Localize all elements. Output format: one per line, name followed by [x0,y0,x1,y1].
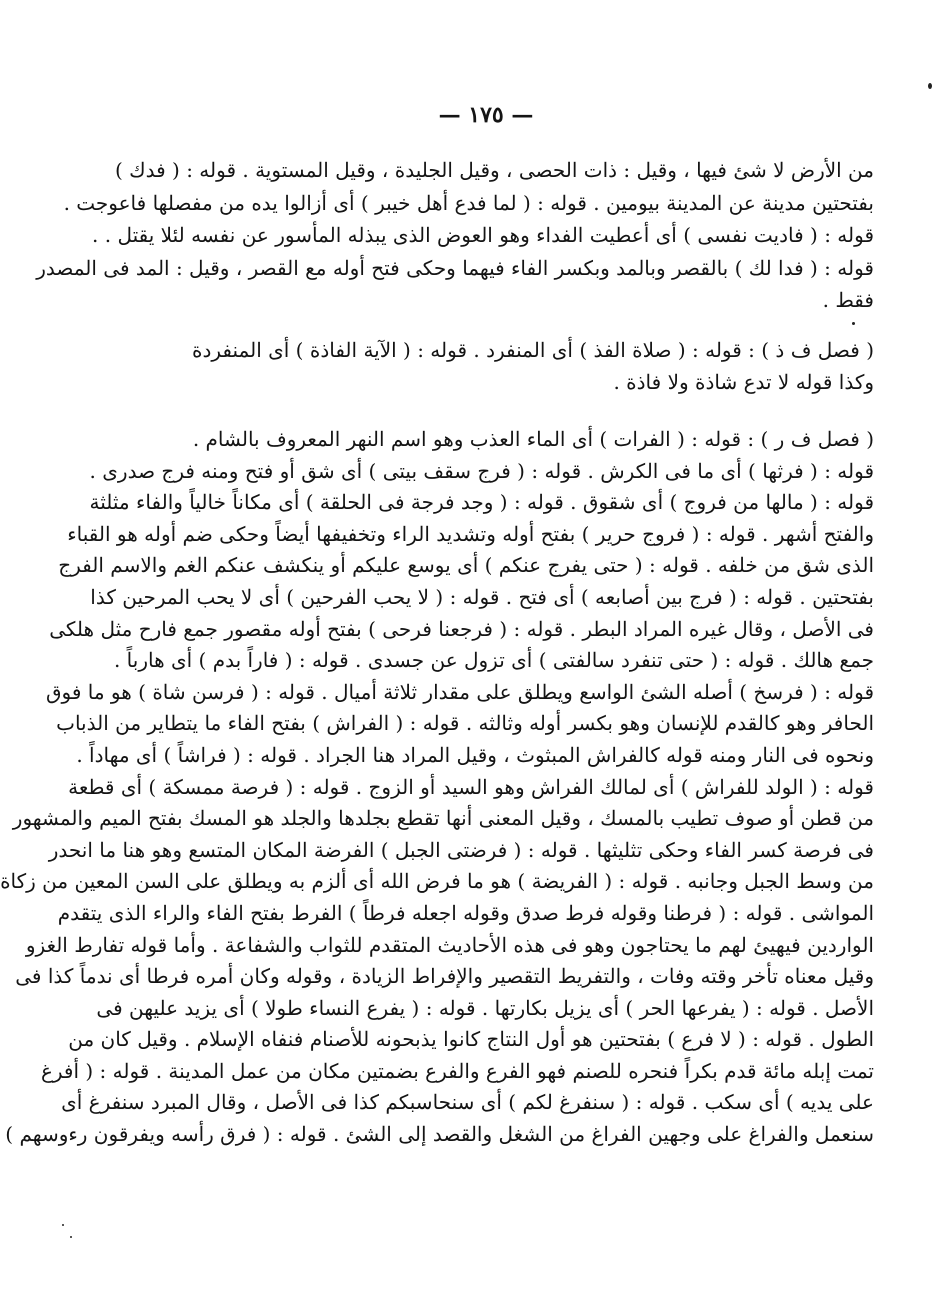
text-line: جمع هالك . قوله : ( حتى تنفرد سالفتى ) أى تزول عن جسدى . قوله : ( فاراً بدم ) أى هارباً . [113,648,874,673]
text-line: الأصل . قوله : ( يفرعها الحر ) أى يزيل بكارتها . قوله : ( يفرع النساء طولا ) أى يزيد عليهن فى [96,995,874,1020]
text-line: قوله : ( فرثها ) أى ما فى الكرش . قوله : ( فرج سقف بيتى ) أى شق أو فتح ومنه فرج صدرى . [89,458,874,483]
text-line: بفتحتين مدينة عن المدينة بيومين . قوله : ( لما فدع أهل خيبر ) أى أزالوا يده من مفصلها فاعوجت . [63,190,874,215]
text-line: ونحوه فى النار ومنه قوله كالفراش المبثوث ، وقيل المراد هنا الجراد . قوله : ( فراشاً ) أى مهاداً . [76,742,874,767]
text-line: بفتحتين . قوله : ( فرج بين أصابعه ) أى فتح . قوله : ( لا يحب الفرحين ) أى لا يحب المرحين كذا [90,584,874,609]
section-fa-dhal [146,334,874,398]
text-line: من قطن أو صوف تطيب بالمسك ، وقيل المعنى أنها تقطع بجلدها والجلد هو المسك بفتح الميم والمشهور [12,806,874,831]
text-line: من الأرض لا شئ فيها ، وقيل : ذات الحصى ، وقيل الجليدة ، وقيل المستوية . قوله : ( فدك ) [114,158,874,182]
section-heading-line: ( فصل ف ذ ) : قوله : ( صلاة الفذ ) أى المنفرد . قوله : ( الآية الفاذة ) أى المنفردة [191,338,874,362]
text-line: قوله : ( الولد للفراش ) أى لمالك الفراش وهو السيد أو الزوج . قوله : ( فرصة ممسكة ) أى قطعة [68,774,874,799]
text-line: قوله : ( فدا لك ) بالقصر وبالمد وبكسر الفاء فيهما وحكى فتح أوله مع القصر ، وقيل : المد فى المصدر [36,255,874,280]
text-line: فقط . [822,288,874,312]
text-line: قوله : ( مالها من فروج ) أى شقوق . قوله : ( وجد فرجة فى الحلقة ) أى مكاناً خالياً والفاء مثلثة [89,490,874,515]
text-line: تمت إبله مائة قدم بكراً فنحره للصنم فهو الفرع والفرع بضمتين مكان من عمل المدينة . قوله : ( أفرغ [40,1058,874,1083]
text-line: فى الأصل ، وقال غيره المراد البطر . قوله : ( فرجعنا فرحى ) بفتح أوله مقصور جمع فارح مثل هلكى [49,616,874,641]
text-line: وقيل معناه تأخر وقته وفات ، والتفريط التقصير والإفراط الزيادة ، وقوله وكان أمره فرطا أى ندماً كذا فى [15,964,874,989]
section-heading-line: ( فصل ف ر ) : قوله : ( الفرات ) أى الماء العذب وهو اسم النهر المعروف بالشام . [192,427,874,451]
text-line: والفتح أشهر . قوله : ( فروج حرير ) بفتح أوله وتشديد الراء وتخفيفها أيضاً وحكى ضم أوله هو القباء [67,521,874,546]
text-line: على يديه ) أى سكب . قوله : ( سنفرغ لكم ) أى سنحاسبكم كذا فى الأصل ، وقال المبرد سنفرغ أى [61,1090,874,1115]
scan-speck [928,83,932,89]
scan-speck [852,322,855,325]
text-line: قوله : ( فرسخ ) أصله الشئ الواسع ويطلق على مقدار ثلاثة أميال . قوله : ( فرسن شاة ) هو ما فوق [46,679,874,704]
text-line: الذى شق من خلفه . قوله : ( حتى يفرج عنكم ) أى يوسع عليكم أو ينكشف عنكم الغم والاسم الفرج [58,553,874,578]
text-line: الطول . قوله : ( لا فرع ) بفتحتين هو أول النتاج كانوا يذبحونه للأصنام فنفاه الإسلام . وقيل كان من [68,1027,874,1052]
text-line: وكذا قوله لا تدع شاذة ولا فاذة . [613,370,874,394]
paragraph-fdk [36,154,874,317]
text-line: المواشى . قوله : ( فرطنا وقوله فرط صدق وقوله اجعله فرطاً ) الفرط بفتح الفاء والراء الذى يتقدم [57,900,874,925]
section-fa-ra [0,424,874,1151]
text-line: سنعمل والفراغ على وجهين الفراغ من الشغل والقصد إلى الشئ . قوله : ( فرق رأسه ويفرقون رءوسهم ) [5,1122,874,1147]
text-line: من وسط الجبل وجانبه . قوله : ( الفريضة ) هو ما فرض الله أى ألزم به ويطلق على السن المعين من زكاة [0,869,874,894]
scan-speck [62,1224,64,1226]
text-line: الحافر وهو كالقدم للإنسان وهو بكسر أوله وثالثه . قوله : ( الفراش ) بفتح الفاء ما يتطاير من الذباب [56,711,874,736]
scan-speck [70,1236,72,1238]
text-line: قوله : ( فاديت نفسى ) أى أعطيت الفداء وهو العوض الذى يبذله المأسور عن نفسه لئلا يقتل . . [92,223,874,247]
text-line: فى فرصة كسر الفاء وحكى تثليثها . قوله : ( فرضتى الجبل ) الفرضة المكان المتسع وهو هنا ما انحدر [48,837,874,862]
text-line: الواردين فيهيئ لهم ما يحتاجون وهو فى هذه الأحاديث المتقدم للثواب والشفاعة . وأما قوله تفارط الغزو [25,932,874,957]
page-number: — ١٧٥ — [438,102,534,128]
